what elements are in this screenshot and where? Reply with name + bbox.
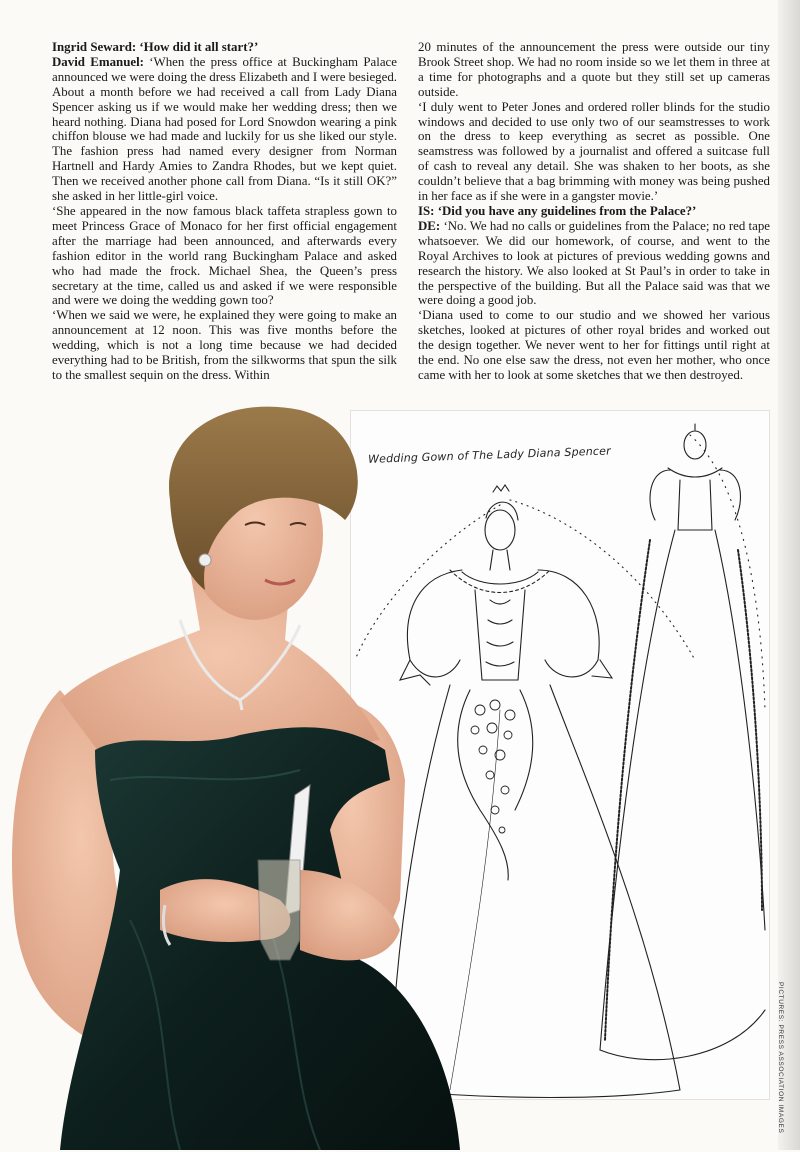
article-left-column [52, 40, 397, 383]
paragraph-9: ‘Diana used to come to our studio and we showed her various sketches, looked at pictures of other royal brides and worked out the design together. We never went to her for fittings until right at the end. No one else saw the dress, not even her mother, who once came with her to look at some sketches that we then destroyed. [418, 308, 770, 382]
page-edge [778, 0, 800, 1150]
paragraph-4: ‘When we said we were, he explained they were going to make an announcement at 12 noon. This was five months before the wedding, which is not a long time because we had decided everything had to be British, from the silkworms that spun the silk to the smallest sequin on the dress. Within [52, 308, 397, 382]
article-right-column [418, 40, 770, 383]
paragraph-2: David Emanuel: ‘When the press office at Buckingham Palace announced we were doing the dress Elizabeth and I were besieged. About a month before we had received a call from Lady Diana Spencer asking us if we would make her wedding dress; then we heard nothing. Diana had posed for Lord Snowdon wearing a pink chiffon blouse we had made and luckily for us she liked our style. The fashion press had named every designer from Norman Hartnell and Hardy Amies to Zandra Rhodes, but we kept quiet. Then we received another phone call from Diana. “Is it still OK?” she asked in her little-girl voice. [52, 54, 397, 204]
paragraph-3: ‘She appeared in the now famous black taffeta strapless gown to meet Princess Grace of Monaco for her first official engagement after the marriage had been announced, and afterwards every fashion editor in the world rang Buckingham Palace and asked who had made the frock. Michael Shea, the Queen’s press secretary at the time, called us and asked if we were responsible and were we doing the wedding gown too? [52, 203, 397, 308]
diana-photo [0, 400, 470, 1150]
photo-illustration [0, 400, 470, 1150]
photo-credit: PICTURES: PRESS ASSOCIATION IMAGES [777, 982, 784, 1134]
paragraph-6: ‘I duly went to Peter Jones and ordered roller blinds for the studio windows and decided to use only two of our seamstresses to work on the dress to keep everything as secret as possible. One seamstress was followed by a journalist and offered a suitcase full of cash to reveal any detail. She was shaken to her boots, as she couldn’t believe that a bag brimming with money was being pushed in her face as if she were in a gangster movie.’ [418, 99, 770, 204]
paragraph-1: Ingrid Seward: ‘How did it all start?’ [52, 40, 259, 54]
sketch-caption: Wedding Gown of The Lady Diana Spencer [367, 444, 612, 466]
paragraph-8: DE: ‘No. We had no calls or guidelines from the Palace; no red tape whatsoever. We did our homework, of course, and went to the Royal Archives to look at pictures of previous wedding gowns and research the history. We also looked at St Paul’s in order to take in the perspective of the building. But all the Palace said was that we were doing a good job. [418, 218, 770, 308]
paragraph-5: 20 minutes of the announcement the press were outside our tiny Brook Street shop. We had no room inside so we let them in three at a time for photographs and a quote but they still set up cameras outside. [418, 40, 770, 99]
paragraph-7: IS: ‘Did you have any guidelines from the Palace?’ [418, 203, 697, 218]
